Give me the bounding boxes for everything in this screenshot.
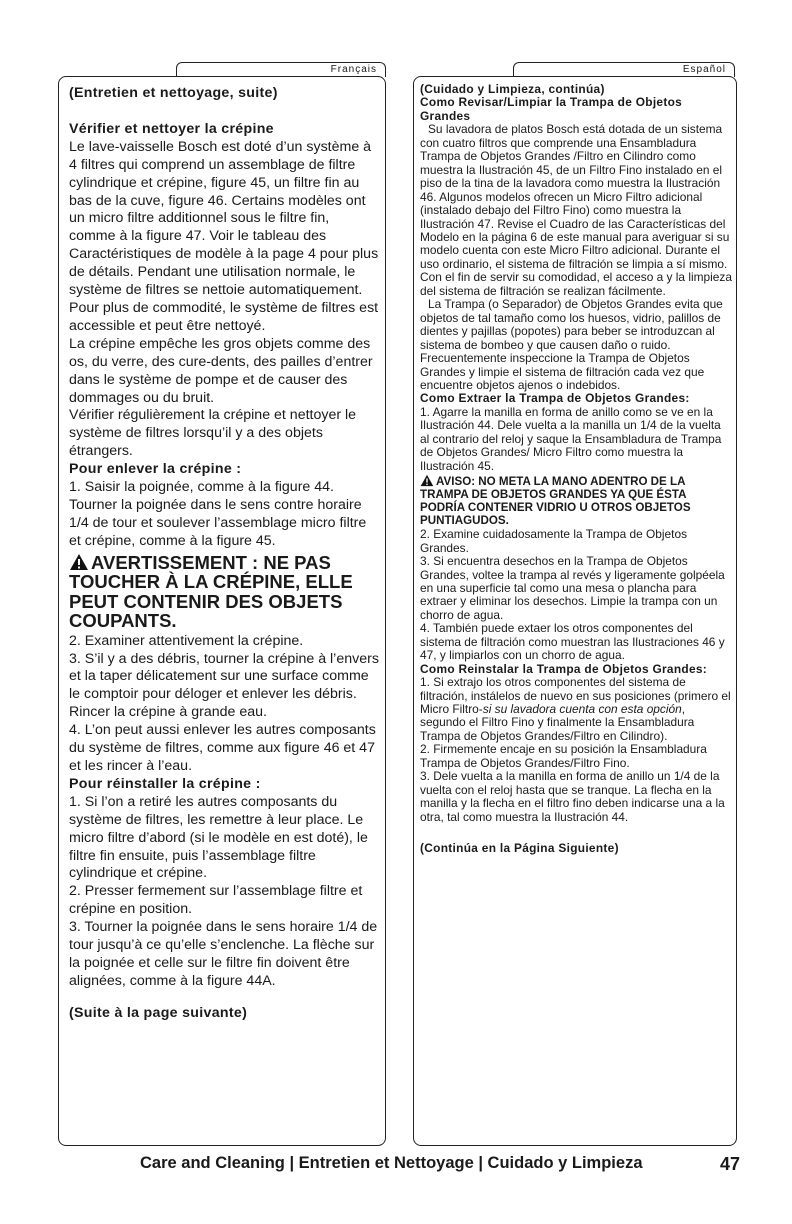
- paragraph: Vérifier régulièrement la crépine et nettoyer le système de filtres lorsqu’il y a des objets étrangers.: [69, 407, 357, 460]
- continued-note: (Continúa en la Página Siguiente): [420, 841, 619, 856]
- warning-text: AVISO: NO META LA MANO ADENTRO DE LA TRAMPA DE OBJETOS GRANDES YA QUE ÉSTA PODRÍA CONTENER VIDRIO U OTROS OBJETOS PUNTIAGUDOS.: [420, 475, 691, 528]
- step: 4. L’on peut aussi enlever les autres composants du système de filtres, comme aux figure 46 et 47 et les rincer à l’eau.: [69, 722, 376, 774]
- continued-heading: (Cuidado y Limpieza, continúa): [420, 82, 605, 96]
- step-emphasis: si su lavadora cuenta con esta opción: [482, 702, 682, 717]
- step-text: 1. Si extrajo los otros componentes del sistema de filtración, instálelos de nuevo en sus posiciones (primero el Micro Filtro-: [420, 675, 731, 717]
- subsection-title: Pour réinstaller la crépine :: [69, 775, 261, 792]
- subsection-title: Como Reinstalar la Trampa de Objetos Grandes:: [420, 661, 708, 676]
- spanish-column: [413, 76, 737, 1146]
- warning-text: AVERTISSEMENT : NE PAS TOUCHER À LA CRÉPINE, ELLE PEUT CONTENIR DES OBJETS COUPANTS.: [69, 551, 353, 632]
- warning-block: [69, 553, 379, 631]
- step: 1. Si l’on a retiré les autres composants du système de filtres, les remettre à leur place. Le micro filtre d’abord (si le modèle en est doté), le filtre fin ensuite, puis l’assemblage filtre cylindrique et crépine.: [69, 793, 368, 882]
- paragraph: La crépine empêche les gros objets comme des os, du verre, des cure-dents, des pailles d’entrer dans le système de pompe et de causer des dommages ou du bruit.: [69, 335, 373, 406]
- step: 1. Agarre la manilla en forma de anillo como se ve en la Ilustración 44. Dele vuelta a la manilla un 1/4 de la vuelta al contrario del reloj y saque la Ensambladura de Trampa de Objetos Grandes/ Micro Filtro como muestra la Ilustración 45.: [420, 404, 722, 473]
- step: 2. Examine cuidadosamente la Trampa de Objetos Grandes.: [420, 527, 688, 555]
- page-footer: [140, 1154, 740, 1178]
- step: [420, 676, 732, 743]
- paragraph: Su lavadora de platos Bosch está dotada de un sistema con cuatro filtros que comprende una Ensambladura Trampa de Objetos Grandes /Filtro en Cilindro como muestra la Ilustración 45, de un Filtro Fino instalado en el piso de la tina de la lavadora como muestra la Ilustración 46. Algunos modelos ofrecen un Micro Filtro adicional (instalado debajo del Filtro Fino) como muestra la Ilustración 47. Revise el Cuadro de las Características del Modelo en la página 6 de este manual para averiguar si su modelo cuenta con este Micro Filtro adicional. Durante el uso ordinario, el sistema de filtración se limpia a sí mismo. Con el fin de servir su comodidad, el acceso a y la limpieza del sistema de filtración se realizan fácilmente.: [420, 122, 732, 298]
- tab-label-es: Español: [682, 64, 726, 75]
- step: 4. También puede extaer los otros componentes del sistema de filtración como muestran las Ilustraciones 46 y 47, y limpiarlos con un chorro de agua.: [420, 621, 725, 663]
- step: 2. Firmemente encaje en su posición la Ensambladura Trampa de Objetos Grandes/Filtro Fino.: [420, 742, 707, 770]
- step: 3. Dele vuelta a la manilla en forma de anillo un 1/4 de la vuelta con el reloj hasta que se tranque. La flecha en la manilla y la flecha en el filtro fino deben indicarse una a la otra, tal como muestra la Ilustración 44.: [420, 769, 725, 824]
- warning-triangle-icon: [420, 474, 434, 487]
- step: 3. Si encuentra desechos en la Trampa de Objetos Grandes, voltee la trampa al revés y ligeramente golpéela en una superficie tal como una mesa o plancha para extraer y eliminar los desechos. Limpie la trampa con un chorro de agua.: [420, 554, 725, 622]
- section-title: Como Revisar/Limpiar la Trampa de Objetos Grandes: [420, 95, 683, 123]
- warning-block: [420, 474, 732, 527]
- step: 1. Saisir la poignée, comme à la figure 44. Tourner la poignée dans le sens contre horaire 1/4 de tour et soulever l’assemblage micro filtre et crépine, comme à la figure 45.: [69, 479, 367, 549]
- step: 3. S’il y a des débris, tourner la crépine à l’envers et la taper délicatement sur une surface comme le comptoir pour déloger et enlever les débris. Rincer la crépine à grande eau.: [69, 650, 379, 721]
- subsection-title: Como Extraer la Trampa de Objetos Grandes:: [420, 391, 690, 406]
- continued-heading: (Entretien et nettoyage, suite): [69, 85, 278, 101]
- french-column: [58, 76, 386, 1146]
- paragraph: La Trampa (o Separador) de Objetos Grandes evita que objetos de tal tamaño como los huesos, vidrio, palillos de dientes y pajillas (popotes) para beber se introduzcan al sistema de bombeo y que causen daño o ruido. Frecuentemente inspeccione la Trampa de Objetos Grandes y limpie el sistema de filtración cada vez que encuentre objetos ajenos o indebidos.: [420, 297, 723, 392]
- footer-title: Care and Cleaning | Entretien et Nettoyage | Cuidado y Limpieza: [140, 1154, 643, 1172]
- tab-francais: [176, 62, 386, 77]
- paragraph: Le lave-vaisselle Bosch est doté d’un système à 4 filtres qui comprend un assemblage de filtre cylindrique et crépine, figure 45, un filtre fin au bas de la cuve, figure 46. Certains modèles ont un micro filtre additionnel sous le filtre fin, comme à la figure 47. Voir le tableau des Caractéristiques de modèle à la page 4 pour plus de détails. Pendant une utilisation normale, le système de filtres se nettoie automatiquement. Pour plus de commodité, le système de filtres est accessible et peut être nettoyé.: [69, 138, 379, 334]
- subsection-title: Pour enlever la crépine :: [69, 461, 242, 478]
- section-title: Vérifier et nettoyer la crépine: [69, 120, 274, 137]
- page-number: 47: [719, 1154, 740, 1174]
- tab-label-fr: Français: [330, 64, 377, 75]
- warning-triangle-icon: [69, 553, 89, 571]
- tab-espanol: [513, 62, 735, 77]
- step: 2. Presser fermement sur l’assemblage filtre et crépine en position.: [69, 883, 363, 918]
- step-text: , segundo el Filtro Fino y finalmente la Ensambladura Trampa de Objetos Grandes/Filtro en Cilindro).: [420, 702, 695, 743]
- step: 3. Tourner la poignée dans le sens horaire 1/4 de tour jusqu’à ce qu’elle s’enclenche. La flèche sur la poignée et celle sur le filtre fin doivent être alignées, comme à la figure 44A.: [69, 919, 378, 989]
- continued-note: (Suite à la page suivante): [69, 1004, 248, 1021]
- step: 2. Examiner attentivement la crépine.: [69, 632, 304, 649]
